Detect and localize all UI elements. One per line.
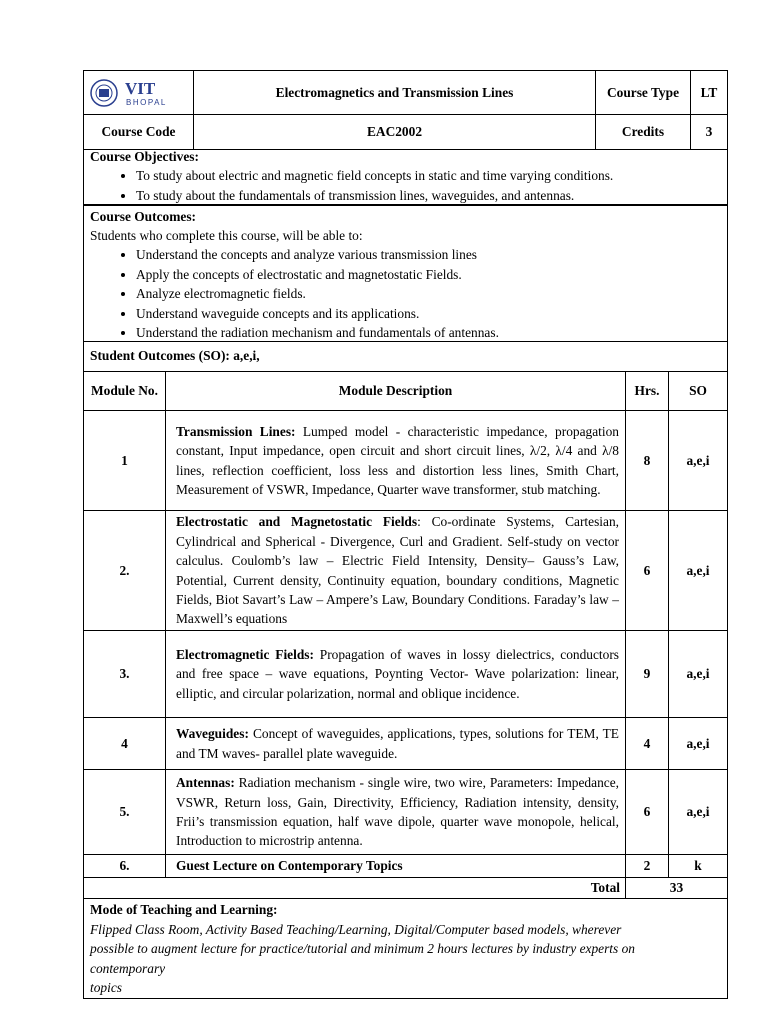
module-number: 5. bbox=[84, 770, 166, 855]
module-description: Guest Lecture on Contemporary Topics bbox=[166, 855, 626, 878]
outcomes-list bbox=[90, 245, 721, 343]
modules-table bbox=[83, 371, 728, 899]
credits-value: 3 bbox=[691, 115, 728, 150]
col-header-module-no: Module No. bbox=[84, 372, 166, 411]
objectives-heading: Course Objectives: bbox=[90, 149, 199, 164]
module-title: Transmission Lines: bbox=[176, 423, 296, 439]
list-item: • To study about electric and magnetic field concepts in static and time varying conditions. bbox=[136, 166, 721, 186]
teaching-line: topics bbox=[90, 980, 122, 995]
module-text: : Co-ordinate Systems, Cartesian, Cylindrical and Spherical - Divergence, Curl and Gradient. Self-study on vector calculus. Coulomb’s law – Electric Field Intensity, Density– Gauss’s Law, Potential, Current density, Continuity equation, boundary conditions, Magnetic Fields, Biot Savart’s Law – Ampere’s Law, Boundary Conditions. Faraday’s law – Maxwell’s equations bbox=[176, 514, 619, 627]
module-hours: 2 bbox=[626, 855, 669, 878]
module-hours: 6 bbox=[626, 511, 669, 631]
module-so: a,e,i bbox=[669, 511, 728, 631]
module-hours: 9 bbox=[626, 631, 669, 718]
course-code-label: Course Code bbox=[84, 115, 194, 150]
objectives-section bbox=[83, 148, 728, 205]
outcomes-intro: Students who complete this course, will be able to: bbox=[90, 228, 363, 243]
outcomes-heading: Course Outcomes: bbox=[90, 209, 196, 224]
col-header-description: Module Description bbox=[166, 372, 626, 411]
module-text: Lumped model - characteristic impedance, propagation constant, Input impedance, open circuit and short circuit lines, λ/2, λ/4 and λ/8 lines, reflection coefficient, loss less and distortion less lines, Smith Chart, Measurement of VSWR, Impedance, Quarter wave transformer, stub matching. bbox=[176, 423, 619, 497]
table-row bbox=[84, 770, 728, 855]
table-row bbox=[84, 718, 728, 770]
logo-text: VIT bbox=[124, 78, 155, 98]
list-item: • To study about the fundamentals of transmission lines, waveguides, and antennas. bbox=[136, 186, 721, 206]
col-header-hours: Hrs. bbox=[626, 372, 669, 411]
course-title: Electromagnetics and Transmission Lines bbox=[194, 71, 596, 115]
header-table bbox=[83, 70, 728, 150]
course-code-value: EAC2002 bbox=[194, 115, 596, 150]
credits-label: Credits bbox=[596, 115, 691, 150]
module-text: Radiation mechanism - single wire, two wire, Parameters: Impedance, VSWR, Return loss, Gain, Directivity, Efficiency, Radiation intensity, density, Frii’s transmission equation, half wave dipole, quarter wave monopole, helical, Introduction to microstrip antenna. bbox=[176, 775, 619, 849]
teaching-heading: Mode of Teaching and Learning: bbox=[90, 902, 278, 917]
total-value: 33 bbox=[626, 878, 728, 899]
total-label: Total bbox=[84, 878, 626, 899]
module-text: Propagation of waves in lossy dielectrics, conductors and free space – wave equations, Poynting Vector- Wave polarization: linear, elliptic, and circular polarization, normal and oblique incidence. bbox=[176, 646, 619, 701]
module-number: 3. bbox=[84, 631, 166, 718]
col-header-so: SO bbox=[669, 372, 728, 411]
logo-cell bbox=[84, 71, 194, 115]
list-item: • Understand the radiation mechanism and fundamentals of antennas. bbox=[136, 323, 721, 343]
module-number: 2. bbox=[84, 511, 166, 631]
course-type-value: LT bbox=[691, 71, 728, 115]
table-row bbox=[84, 855, 728, 878]
module-description bbox=[166, 511, 626, 631]
student-outcomes: Student Outcomes (SO): a,e,i, bbox=[83, 342, 728, 372]
module-title: Antennas: bbox=[176, 775, 235, 791]
module-so: a,e,i bbox=[669, 631, 728, 718]
module-description bbox=[166, 718, 626, 770]
teaching-section bbox=[83, 899, 728, 999]
module-so: a,e,i bbox=[669, 411, 728, 511]
logo-subtext: BHOPAL bbox=[125, 97, 167, 107]
module-so: a,e,i bbox=[669, 718, 728, 770]
list-item: • Understand the concepts and analyze various transmission lines bbox=[136, 245, 721, 265]
list-item: • Analyze electromagnetic fields. bbox=[136, 284, 721, 304]
module-number: 6. bbox=[84, 855, 166, 878]
module-so: a,e,i bbox=[669, 770, 728, 855]
list-item: • Understand waveguide concepts and its applications. bbox=[136, 304, 721, 324]
module-title: Electrostatic and Magnetostatic Fields bbox=[176, 514, 418, 530]
vit-logo-icon bbox=[89, 74, 189, 112]
outcomes-section bbox=[83, 205, 728, 342]
module-title: Waveguides: bbox=[176, 726, 249, 742]
module-number: 1 bbox=[84, 411, 166, 511]
table-row bbox=[84, 411, 728, 511]
teaching-line: possible to augment lecture for practice/tutorial and minimum 2 hours lectures by industry experts on bbox=[90, 941, 635, 956]
teaching-line: contemporary bbox=[90, 960, 166, 976]
module-hours: 6 bbox=[626, 770, 669, 855]
course-type-label: Course Type bbox=[596, 71, 691, 115]
table-row bbox=[84, 511, 728, 631]
teaching-line: Flipped Class Room, Activity Based Teaching/Learning, Digital/Computer based models, wherever bbox=[90, 921, 622, 937]
objectives-list bbox=[90, 166, 721, 205]
teaching-text bbox=[90, 920, 721, 998]
module-hours: 4 bbox=[626, 718, 669, 770]
list-item: • Apply the concepts of electrostatic and magnetostatic Fields. bbox=[136, 265, 721, 285]
module-so: k bbox=[669, 855, 728, 878]
module-hours: 8 bbox=[626, 411, 669, 511]
table-row bbox=[84, 631, 728, 718]
module-text: Concept of waveguides, applications, types, solutions for TEM, TE and TM waves- parallel plate waveguide. bbox=[176, 726, 619, 761]
module-description bbox=[166, 770, 626, 855]
module-description bbox=[166, 411, 626, 511]
module-title: Electromagnetic Fields: bbox=[176, 646, 314, 662]
module-number: 4 bbox=[84, 718, 166, 770]
module-description bbox=[166, 631, 626, 718]
